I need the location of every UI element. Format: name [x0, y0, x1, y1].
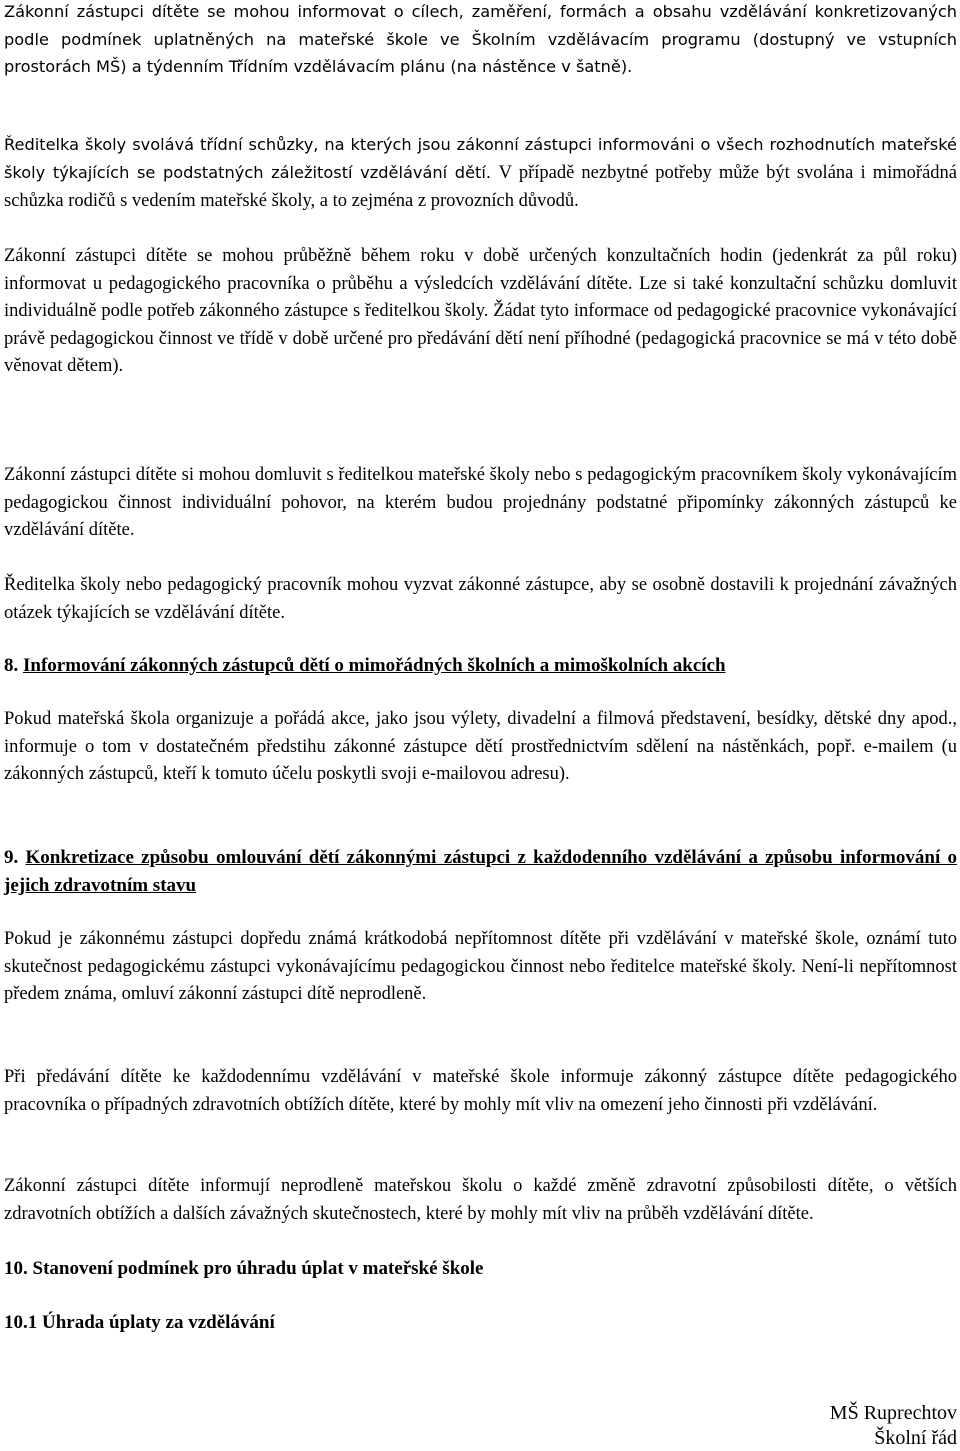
- footer-document-name: Školní řád: [874, 1427, 957, 1449]
- footer-school-name: MŠ Ruprechtov: [829, 1402, 957, 1424]
- page-footer: [830, 1401, 957, 1451]
- paragraph-class-meetings-text: Ředitelka školy svolává třídní schůzky, na kterých jsou zákonní zástupci informováni o všech rozhodnutích mateřské školy týkajících se podstatných záležitostí vzdělávání dětí.: [4, 135, 957, 182]
- paragraph-extraordinary-meeting: V případě nezbytné potřeby může být svolána i mimořádná schůzka rodičů s vedením mateřské školy, a to zejména z provozních důvodů.: [4, 162, 957, 211]
- heading-section-8-text: Informování zákonných zástupců dětí o mimořádných školních a mimoškolních akcích: [23, 655, 726, 676]
- paragraph-curriculum-info: Zákonní zástupci dítěte se mohou informovat o cílech, zaměření, formách a obsahu vzdělávání konkretizovaných podle podmínek uplatněných na mateřské škole ve Školním vzdělávacím programu (dostupný ve vstupních prostorách MŠ) a týdenním Třídním vzdělávacím plánu (na nástěnce v šatně).: [4, 2, 957, 76]
- heading-section-9-text: Konkretizace způsobu omlouvání dětí zákonnými zástupci z každodenního vzdělávání a způsobu informování o jejich zdravotním stavu: [4, 847, 958, 896]
- heading-section-9-number: 9.: [4, 847, 19, 868]
- heading-section-8-number: 8.: [4, 655, 19, 676]
- paragraph-class-meetings: [4, 131, 957, 216]
- paragraph-consultation-hours: Zákonní zástupci dítěte se mohou průběžně během roku v době určených konzultačních hodin (jedenkrát za půl roku) informovat u pedagogického pracovníka o průběhu a výsledcích vzdělávání dítěte. Lze si také konzultační schůzku domluvit individuálně podle potřeb zákonného zástupce s ředitelkou školy. Žádat tyto informace od pedagogické pracovnice vykonávající právě pedagogickou činnost ve třídě v době určené pro předávání dětí není příhodné (pedagogická pracovnice se má v této době věnovat dětem).: [4, 246, 957, 376]
- heading-section-10-1: 10.1 Úhrada úplaty za vzdělávání: [4, 1312, 275, 1333]
- paragraph-summon-parents: Ředitelka školy nebo pedagogický pracovník mohou vyzvat zákonné zástupce, aby se osobně dostavili k projednání závažných otázek týkajících se vzdělávání dítěte.: [4, 575, 957, 623]
- paragraph-school-events: Pokud mateřská škola organizuje a pořádá akce, jako jsou výlety, divadelní a filmová představení, besídky, dětské dny apod., informuje o tom v dostatečném předstihu zákonné zástupce dětí prostřednictvím sdělení na nástěnkách, popř. e-mailem (u zákonných zástupců, kteří k tomuto účelu poskytli svoji e-mailovou adresu).: [4, 709, 957, 784]
- paragraph-absence-excuse: Pokud je zákonnému zástupci dopředu známá krátkodobá nepřítomnost dítěte při vzdělávání v mateřské škole, oznámí tuto skutečnost pedagogickému zástupci vykonávajícímu pedagogickou činnost nebo ředitelce mateřské školy. Není-li nepřítomnost předem známa, omluví zákonní zástupci dítě neprodleně.: [4, 929, 957, 1004]
- heading-section-9: [4, 844, 957, 899]
- heading-section-8: [4, 652, 957, 680]
- heading-section-10: 10. Stanovení podmínek pro úhradu úplat v mateřské škole: [4, 1258, 484, 1279]
- paragraph-individual-interview: Zákonní zástupci dítěte si mohou domluvit s ředitelkou mateřské školy nebo s pedagogickým pracovníkem školy vykonávajícím pedagogickou činnost individuální pohovor, na kterém budou projednány podstatné připomínky zákonných zástupců ke vzdělávání dítěte.: [4, 465, 957, 540]
- paragraph-health-changes: Zákonní zástupci dítěte informují neprodleně mateřskou školu o každé změně zdravotní způsobilosti dítěte, o větších zdravotních obtížích a dalších závažných skutečnostech, které by mohly mít vliv na průběh vzdělávání dítěte.: [4, 1176, 957, 1224]
- paragraph-health-handover: Při předávání dítěte ke každodennímu vzdělávání v mateřské škole informuje zákonný zástupce dítěte pedagogického pracovníka o případných zdravotních obtížích dítěte, které by mohly mít vliv na omezení jeho činnosti při vzdělávání.: [4, 1067, 957, 1115]
